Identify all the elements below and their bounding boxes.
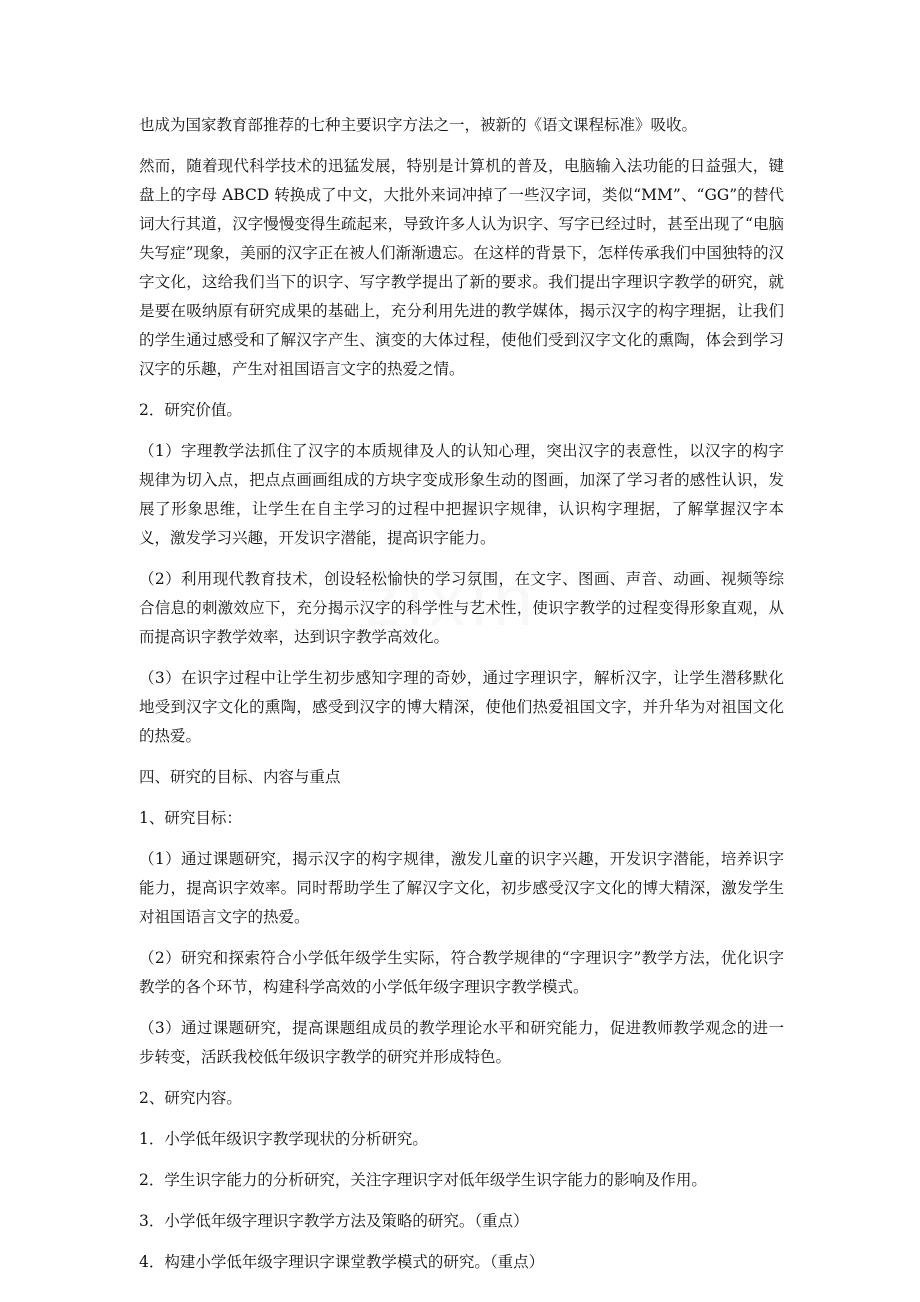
list-item-content-2: 2．学生识字能力的分析研究，关注字理识字对低年级学生识字能力的影响及作用。 bbox=[139, 1171, 707, 1189]
list-item-content-1: 1．小学低年级识字教学现状的分析研究。 bbox=[139, 1130, 428, 1148]
paragraph-2: 然而，随着现代科学技术的迅猛发展，特别是计算机的普及，电脑输入法功能的日益强大，键盘上的字母 ABCD 转换成了中文，大批外来词冲掉了一些汉字词，类似“MM”、“GG”的替代词大行其道，汉字慢慢变得生疏起来，导致许多人认为识字、写字已经过时，甚至出现了“电脑失写症”现象，美丽的汉字正在被人们渐渐遗忘。在这样的背景下，怎样传承我们中国独特的汉字文化，这给我们当下的识字、写字教学提出了新的要求。我们提出字理识字教学的研究，就是要在吸纳原有研究成果的基础上，充分利用先进的教学媒体，揭示汉字的构字理据，让我们的学生通过感受和了解汉字产生、演变的大体过程，使他们受到汉字文化的熏陶，体会到学习汉字的乐趣，产生对祖国语言文字的热爱之情。 bbox=[139, 157, 784, 378]
section-heading-research-value: 2．研究价值。 bbox=[139, 401, 242, 419]
list-item-content-3: 3．小学低年级字理识字教学方法及策略的研究。（重点） bbox=[139, 1212, 529, 1230]
subheading-research-content: 2、研究内容。 bbox=[139, 1089, 242, 1107]
watermark: zixin bbox=[365, 561, 540, 641]
document-body bbox=[139, 111, 784, 1289]
paragraph-goal-2: （2）研究和探索符合小学低年级学生实际，符合教学规律的“字理识字”教学方法，优化识字教学的各个环节，构建科学高效的小学低年级字理识字教学模式。 bbox=[139, 949, 784, 996]
paragraph-value-2: （2）利用现代教育技术，创设轻松愉快的学习氛围，在文字、图画、声音、动画、视频等综合信息的刺激效应下，充分揭示汉字的科学性与艺术性，使识字教学的过程变得形象直观，从而提高识字教学效率，达到识字教学高效化。 bbox=[139, 570, 784, 646]
paragraph-value-3: （3）在识字过程中让学生初步感知字理的奇妙，通过字理识字，解析汉字，让学生潜移默化地受到汉字文化的熏陶，感受到汉字的博大精深，使他们热爱祖国文字，并升华为对祖国文化的热爱。 bbox=[139, 669, 784, 745]
paragraph-1: 也成为国家教育部推荐的七种主要识字方法之一，被新的《语文课程标准》吸收。 bbox=[139, 116, 698, 134]
paragraph-value-1: （1）字理教学法抓住了汉字的本质规律及人的认知心理，突出汉字的表意性，以汉字的构字规律为切入点，把点点画画组成的方块字变成形象生动的图画，加深了学习者的感性认识，发展了形象思维，让学生在自主学习的过程中把握识字规律，认识构字理据，了解掌握汉字本义，激发学习兴趣，开发识字潜能，提高识字能力。 bbox=[139, 442, 784, 547]
paragraph-goal-1: （1）通过课题研究，揭示汉字的构字规律，激发儿童的识字兴趣，开发识字潜能，培养识字能力，提高识字效率。同时帮助学生了解汉字文化，初步感受汉字文化的博大精深，激发学生对祖国语言文字的热爱。 bbox=[139, 850, 784, 926]
list-item-content-4: 4．构建小学低年级字理识字课堂教学模式的研究。（重点） bbox=[139, 1253, 545, 1271]
section-heading-goals-content: 四、研究的目标、内容与重点 bbox=[139, 768, 341, 786]
paragraph-goal-3: （3）通过课题研究，提高课题组成员的教学理论水平和研究能力，促进教师教学观念的进一步转变，活跃我校低年级识字教学的研究并形成特色。 bbox=[139, 1019, 784, 1066]
subheading-research-goals: 1、研究目标： bbox=[139, 809, 242, 827]
